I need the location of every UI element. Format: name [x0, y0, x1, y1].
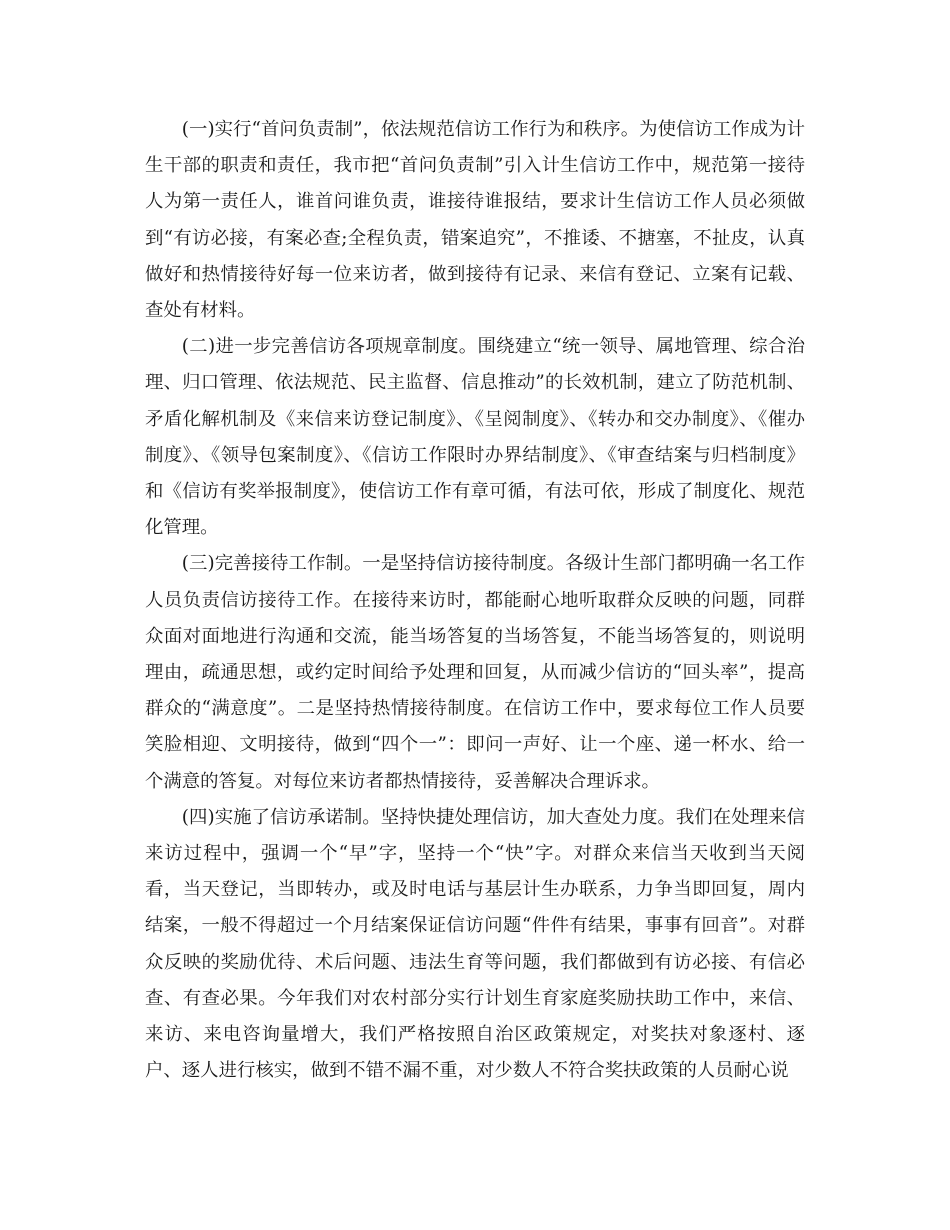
document-page: [145, 112, 805, 1089]
paragraph-first-inquiry-responsibility: (一)实行“首问负责制”，依法规范信访工作行为和秩序。为使信访工作成为计生干部的职责和责任，我市把“首问负责制”引入计生信访工作中，规范第一接待人为第一责任人，谁首问谁负责，谁接待谁报结，要求计生信访工作人员必须做到“有访必接，有案必查;全程负责，错案追究”，不推诿、不搪塞，不扯皮，认真做好和热情接待好每一位来访者，做到接待有记录、来信有登记、立案有记载、查处有材料。: [145, 119, 805, 322]
paragraph-commitment-system: (四)实施了信访承诺制。坚持快捷处理信访，加大查处力度。我们在处理来信来访过程中，强调一个“早”字，坚持一个“快”字。对群众来信当天收到当天阅看，当天登记，当即转办，或及时电话与基层计生办联系，力争当即回复，周内结案，一般不得超过一个月结案保证信访问题“件件有结果，事事有回音”。对群众反映的奖励优待、术后问题、违法生育等问题，我们都做到有访必接、有信必查、有查必果。今年我们对农村部分实行计划生育家庭奖励扶助工作中，来信、来访、来电咨询量增大，我们严格按照自治区政策规定，对奖扶对象逐村、逐户、逐人进行核实，做到不错不漏不重，对少数人不符合奖扶政策的人员耐心说: [145, 806, 805, 1082]
paragraph-regulations: (二)进一步完善信访各项规章制度。围绕建立“统一领导、属地管理、综合治理、归口管理、依法规范、民主监督、信息推动”的长效机制，建立了防范机制、矛盾化解机制及《来信来访登记制度》、《呈阅制度》、《转办和交办制度》、《催办制度》、《领导包案制度》、《信访工作限时办界结制度》、《审查结案与归档制度》和《信访有奖举报制度》，使信访工作有章可循，有法可依，形成了制度化、规范化管理。: [145, 336, 805, 539]
paragraph-reception-system: (三)完善接待工作制。一是坚持信访接待制度。各级计生部门都明确一名工作人员负责信访接待工作。在接待来访时，都能耐心地听取群众反映的问题，同群众面对面地进行沟通和交流，能当场答复的当场答复，不能当场答复的，则说明理由，疏通思想，或约定时间给予处理和回复，从而减少信访的“回头率”，提高群众的“满意度”。二是坚持热情接待制度。在信访工作中，要求每位工作人员要笑脸相迎、文明接待，做到“四个一”：即问一声好、让一个座、递一杯水、给一个满意的答复。对每位来访者都热情接待，妥善解决合理诉求。: [145, 553, 805, 792]
